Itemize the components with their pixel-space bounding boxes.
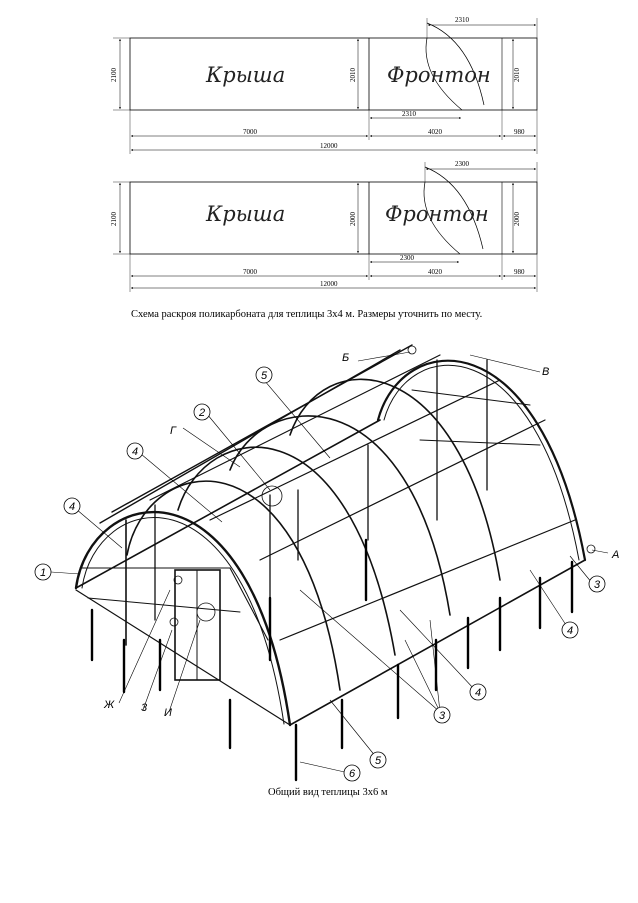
callout-3: 3: [140, 702, 148, 714]
callout-5: 5: [260, 370, 268, 382]
panel-1-labels: [110, 16, 525, 150]
dim-remainder: 980: [514, 128, 525, 136]
dim-gable-arc-top: 2300: [455, 160, 469, 168]
dim-remainder: 980: [514, 268, 525, 276]
callout-4: 4: [566, 625, 574, 637]
dim-roof-length: 7000: [243, 128, 257, 136]
callouts: [35, 367, 605, 781]
callout-numbers: [40, 370, 601, 780]
cutting-panel-2: [113, 162, 537, 292]
dim-gable-height-right: 2000: [513, 212, 521, 226]
arch: [230, 416, 450, 615]
dim-gable-arc-bottom: 2300: [400, 254, 414, 262]
roof-label: Крыша: [206, 202, 286, 226]
callout-3: 3: [438, 710, 446, 722]
callout-4: 4: [474, 687, 482, 699]
cutting-scheme-caption: Схема раскроя поликарбоната для теплицы 3х4 м. Размеры уточнить по месту.: [131, 309, 483, 320]
gable-label: Фронтон: [385, 202, 489, 226]
label-V: В: [542, 366, 550, 378]
dim-roof-height: 2100: [110, 68, 118, 82]
arch: [290, 379, 500, 580]
greenhouse-frame: [76, 345, 595, 780]
callout-4: 4: [68, 501, 76, 513]
arch: [178, 447, 395, 655]
dim-roof-height: 2100: [110, 212, 118, 226]
gable-label: Фронтон: [387, 63, 491, 87]
dim-gable-height-left: 2000: [349, 212, 357, 226]
callout-3: 3: [593, 579, 601, 591]
dim-gable-arc-top: 2310: [455, 16, 469, 24]
greenhouse-caption: Общий вид теплицы 3х6 м: [268, 787, 388, 798]
dim-gable-arc-bottom: 2310: [402, 110, 416, 118]
label-Zh: Ж: [104, 699, 115, 711]
roof-label: Крыша: [206, 63, 286, 87]
dim-gable-length: 4020: [428, 268, 442, 276]
label-I: И: [164, 707, 172, 719]
dim-roof-length: 7000: [243, 268, 257, 276]
dim-gable-length: 4020: [428, 128, 442, 136]
label-G: Г: [170, 425, 176, 437]
letter-labels: [103, 352, 619, 719]
panel-2-labels: [110, 160, 525, 288]
dim-total-length: 12000: [320, 142, 338, 150]
callout-2: 2: [198, 407, 206, 419]
leader-lines: [51, 352, 608, 773]
back-arch: [378, 361, 585, 560]
dim-gable-height-right: 2010: [513, 68, 521, 82]
dim-gable-height-left: 2010: [349, 68, 357, 82]
label-B: Б: [342, 352, 350, 364]
dim-total-length: 12000: [320, 280, 338, 288]
callout-4: 4: [131, 446, 139, 458]
callout-5: 5: [374, 755, 382, 767]
label-A: А: [612, 549, 620, 561]
callout-6: 6: [348, 768, 356, 780]
callout-1: 1: [39, 567, 47, 579]
